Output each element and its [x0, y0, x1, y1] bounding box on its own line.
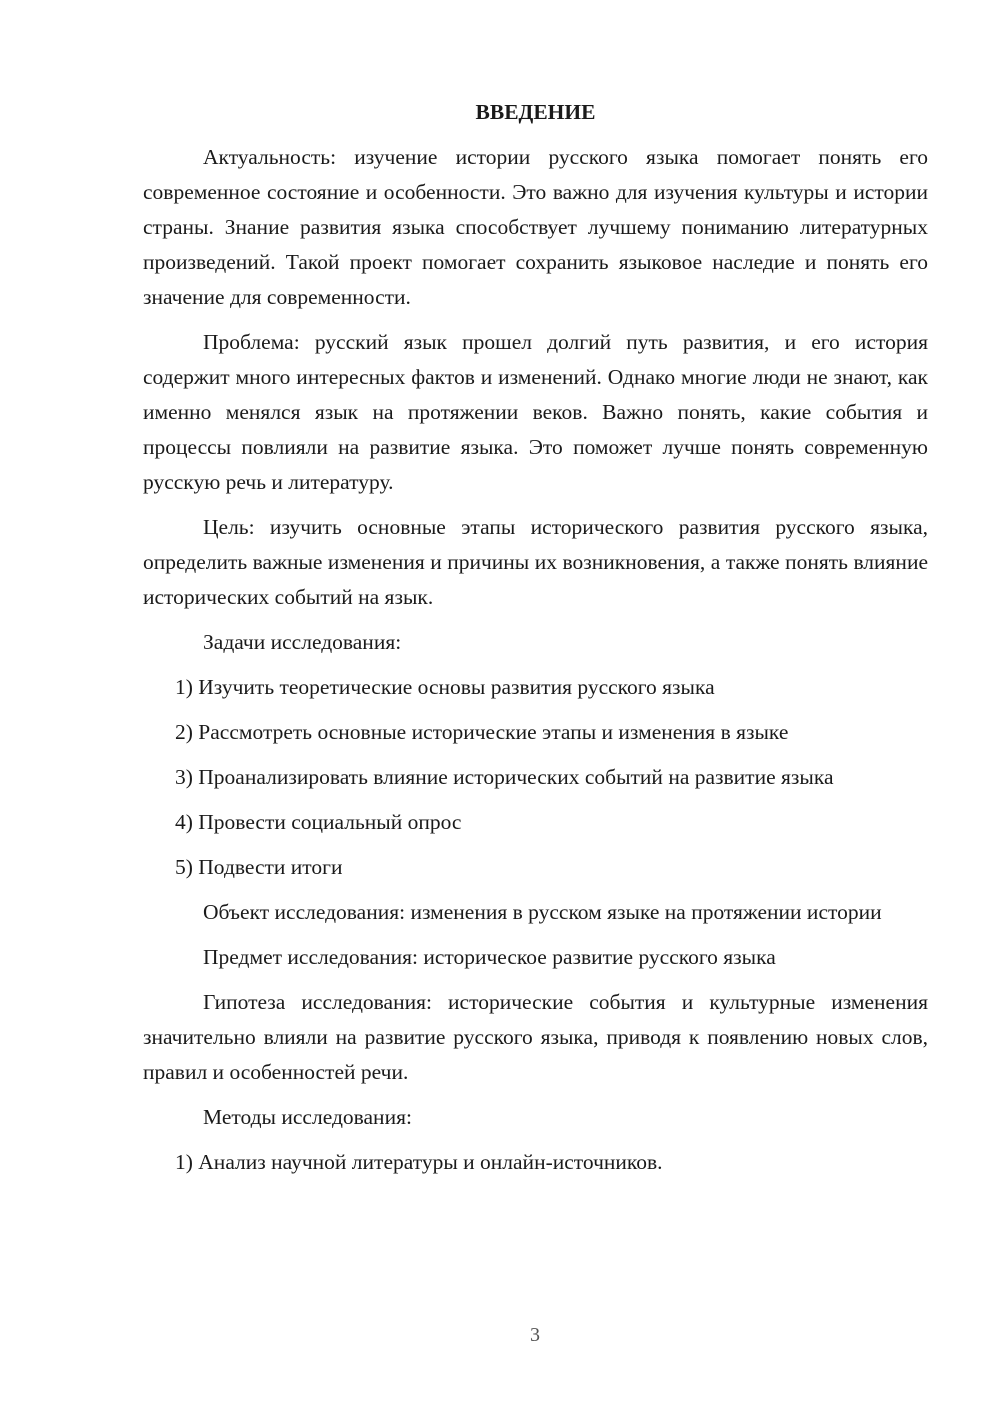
page-number: 3 — [530, 1324, 540, 1346]
task-item: 3) Проанализировать влияние исторических событий на развитие языка — [175, 765, 834, 789]
task-item: 2) Рассмотреть основные исторические этапы и изменения в языке — [175, 720, 789, 744]
task-item: 1) Изучить теоретические основы развития русского языка — [175, 675, 715, 699]
relevance-paragraph: Актуальность: изучение истории русского языка помогает понять его современное состояние и особенности. Это важно для изучения культуры и истории страны. Знание развития языка способствует лучшему пониманию литературных произведений. Такой проект помогает сохранить языковое наследие и понять его значение для современности. — [143, 145, 928, 309]
tasks-heading: Задачи исследования: — [203, 630, 402, 654]
section-title: ВВЕДЕНИЕ — [475, 100, 596, 124]
task-item: 5) Подвести итоги — [175, 855, 343, 879]
methods-heading: Методы исследования: — [203, 1105, 412, 1129]
subject-paragraph: Предмет исследования: историческое развитие русского языка — [203, 945, 776, 969]
method-item: 1) Анализ научной литературы и онлайн-источников. — [175, 1150, 663, 1174]
object-paragraph: Объект исследования: изменения в русском языке на протяжении истории — [203, 900, 882, 924]
hypothesis-paragraph: Гипотеза исследования: исторические события и культурные изменения значительно влияли на развитие русского языка, приводя к появлению новых слов, правил и особенностей речи. — [143, 990, 928, 1084]
problem-paragraph: Проблема: русский язык прошел долгий путь развития, и его история содержит много интересных фактов и изменений. Однако многие люди не знают, как именно менялся язык на протяжении веков. Важно понять, какие события и процессы повлияли на развитие языка. Это поможет лучше понять современную русскую речь и литературу. — [143, 330, 928, 494]
goal-paragraph: Цель: изучить основные этапы исторического развития русского языка, определить важные изменения и причины их возникновения, а также понять влияние исторических событий на язык. — [143, 515, 928, 609]
page-content — [143, 95, 928, 1190]
task-item: 4) Провести социальный опрос — [175, 810, 462, 834]
